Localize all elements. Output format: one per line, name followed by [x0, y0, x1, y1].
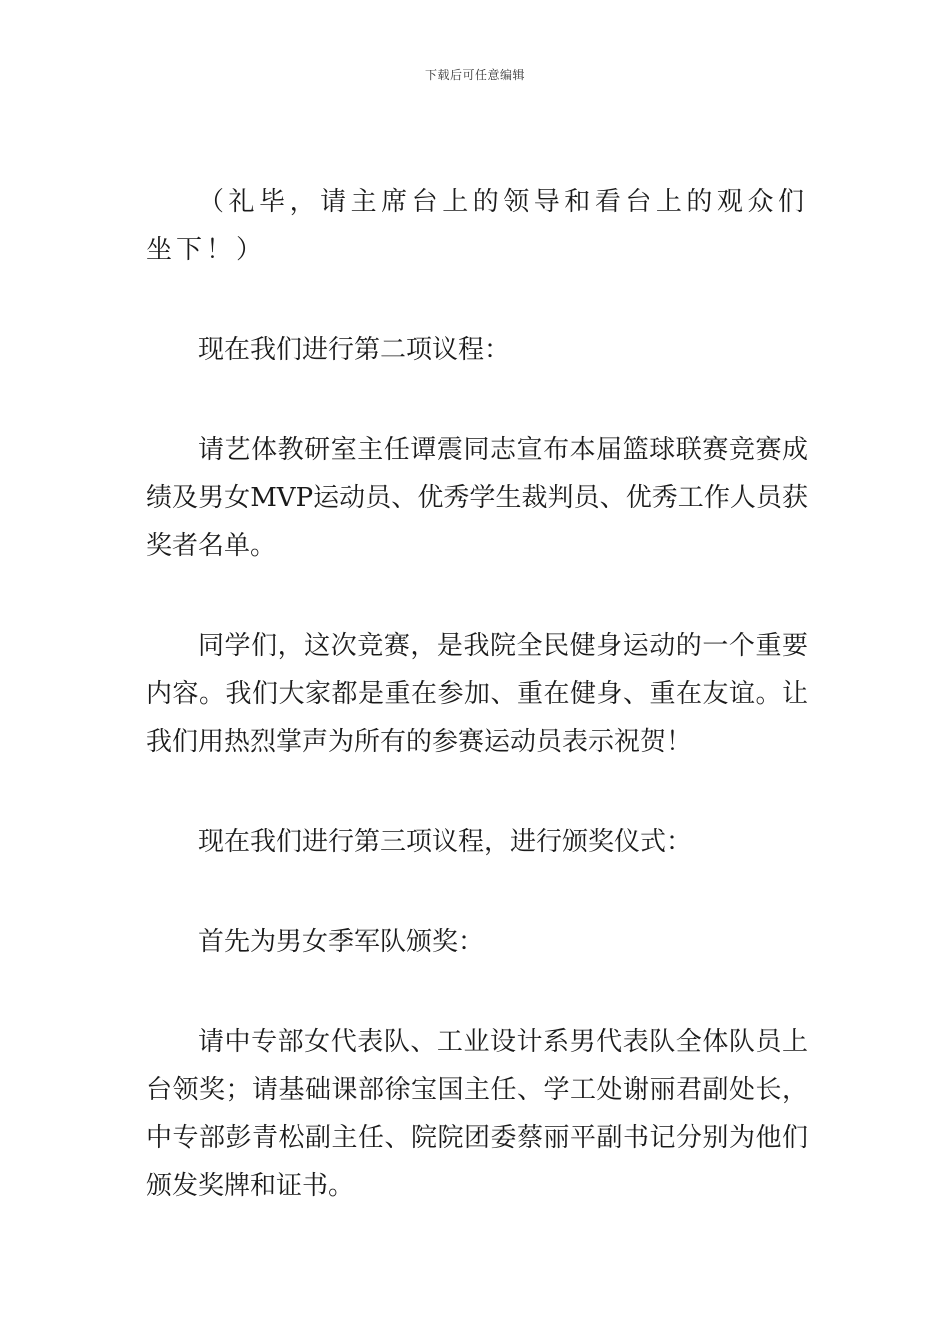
paragraph-congratulations: 同学们，这次竞赛，是我院全民健身运动的一个重要内容。我们大家都是重在参加、重在健身、重在友谊。让我们用热烈掌声为所有的参赛运动员表示祝贺！ [146, 631, 808, 757]
paragraph-agenda-three: 现在我们进行第三项议程，进行颁奖仪式： [198, 827, 693, 857]
paragraph-agenda-two: 现在我们进行第二项议程： [198, 335, 511, 365]
page-header-note: 下载后可任意编辑 [424, 68, 525, 82]
paragraph-third-place-award: 首先为男女季军队颁奖： [198, 927, 485, 957]
paragraph-ceremony-sit: （礼毕，请主席台上的领导和看台上的观众们坐下！） [146, 187, 808, 265]
paragraph-award-presenters: 请中专部女代表队、工业设计系男代表队全体队员上台领奖；请基础课部徐宝国主任、学工处谢丽君副处长，中专部彭青松副主任、院院团委蔡丽平副书记分别为他们颁发奖牌和证书。 [146, 1027, 808, 1201]
paragraph-announce-results: 请艺体教研室主任谭震同志宣布本届篮球联赛竞赛成绩及男女MVP运动员、优秀学生裁判员、优秀工作人员获奖者名单。 [146, 435, 808, 561]
document-body [146, 178, 808, 1210]
